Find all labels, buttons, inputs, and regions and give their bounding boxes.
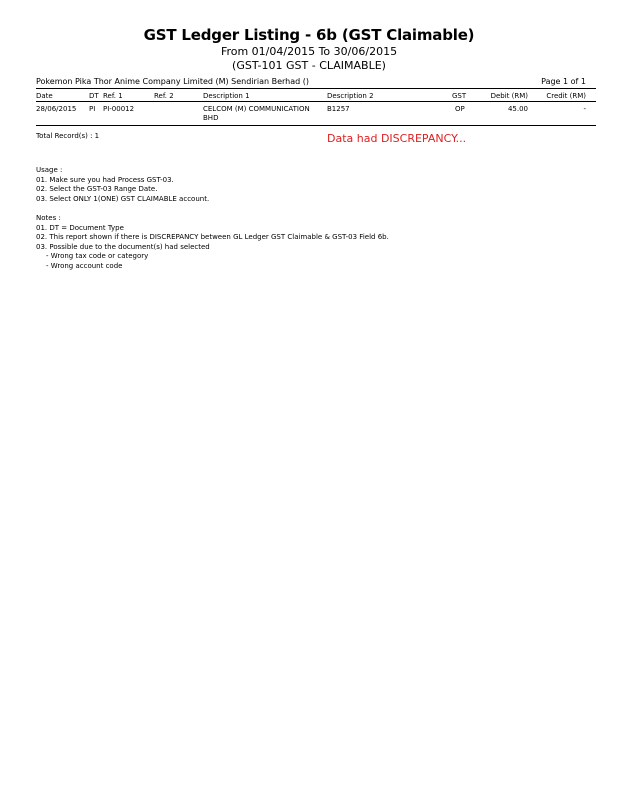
row-dt: PI <box>89 105 96 113</box>
notes-heading: Notes : <box>36 214 61 222</box>
row-credit: - <box>583 105 586 113</box>
notes-item: 03. Possible due to the document(s) had selected <box>36 242 210 251</box>
row-debit: 45.00 <box>507 105 528 113</box>
company-name: Pokemon Pika Thor Anime Company Limited (M) Sendirian Berhad () <box>36 77 309 86</box>
row-ref1: PI-00012 <box>103 105 135 113</box>
notes-section <box>36 214 389 271</box>
col-header-gst: GST <box>452 92 467 100</box>
report-title: GST Ledger Listing - 6b (GST Claimable) <box>143 26 475 44</box>
col-header-desc1: Description 1 <box>203 92 250 100</box>
header-top-rule <box>36 88 596 89</box>
col-header-dt: DT <box>89 92 99 100</box>
notes-item: 02. This report shown if there is DISCREPANCY between GL Ledger GST Claimable & GST-03 Field 6b. <box>36 233 389 241</box>
report-date-range: From 01/04/2015 To 30/06/2015 <box>220 45 398 58</box>
row-gst: OP <box>455 105 465 113</box>
usage-heading: Usage : <box>36 166 63 174</box>
page-number: Page 1 of 1 <box>541 77 586 86</box>
usage-section <box>36 166 209 204</box>
notes-item: - Wrong tax code or category <box>46 252 149 260</box>
header-bottom-rule <box>36 101 596 102</box>
col-header-date: Date <box>36 92 53 100</box>
col-header-desc2: Description 2 <box>327 92 374 100</box>
col-header-credit: Credit (RM) <box>546 92 586 100</box>
row-date: 28/06/2015 <box>36 105 77 113</box>
table-bottom-rule <box>36 125 596 126</box>
col-header-debit: Debit (RM) <box>490 92 528 100</box>
usage-item: 02. Select the GST-03 Range Date. <box>36 185 158 193</box>
discrepancy-warning: Data had DISCREPANCY... <box>327 132 467 145</box>
usage-item: 03. Select ONLY 1(ONE) GST CLAIMABLE account. <box>36 194 210 203</box>
row-desc2: B1257 <box>327 105 350 113</box>
row-desc1: CELCOM (M) COMMUNICATION <box>203 105 310 113</box>
notes-item: - Wrong account code <box>46 261 123 270</box>
col-header-ref2: Ref. 2 <box>154 92 174 100</box>
notes-item: 01. DT = Document Type <box>36 223 124 232</box>
row-desc1-continued: BHD <box>203 114 219 122</box>
usage-item: 01. Make sure you had Process GST-03. <box>36 175 174 184</box>
col-header-ref1: Ref. 1 <box>103 92 123 100</box>
total-records: Total Record(s) : 1 <box>36 132 100 140</box>
report-account: (GST-101 GST - CLAIMABLE) <box>232 59 386 72</box>
